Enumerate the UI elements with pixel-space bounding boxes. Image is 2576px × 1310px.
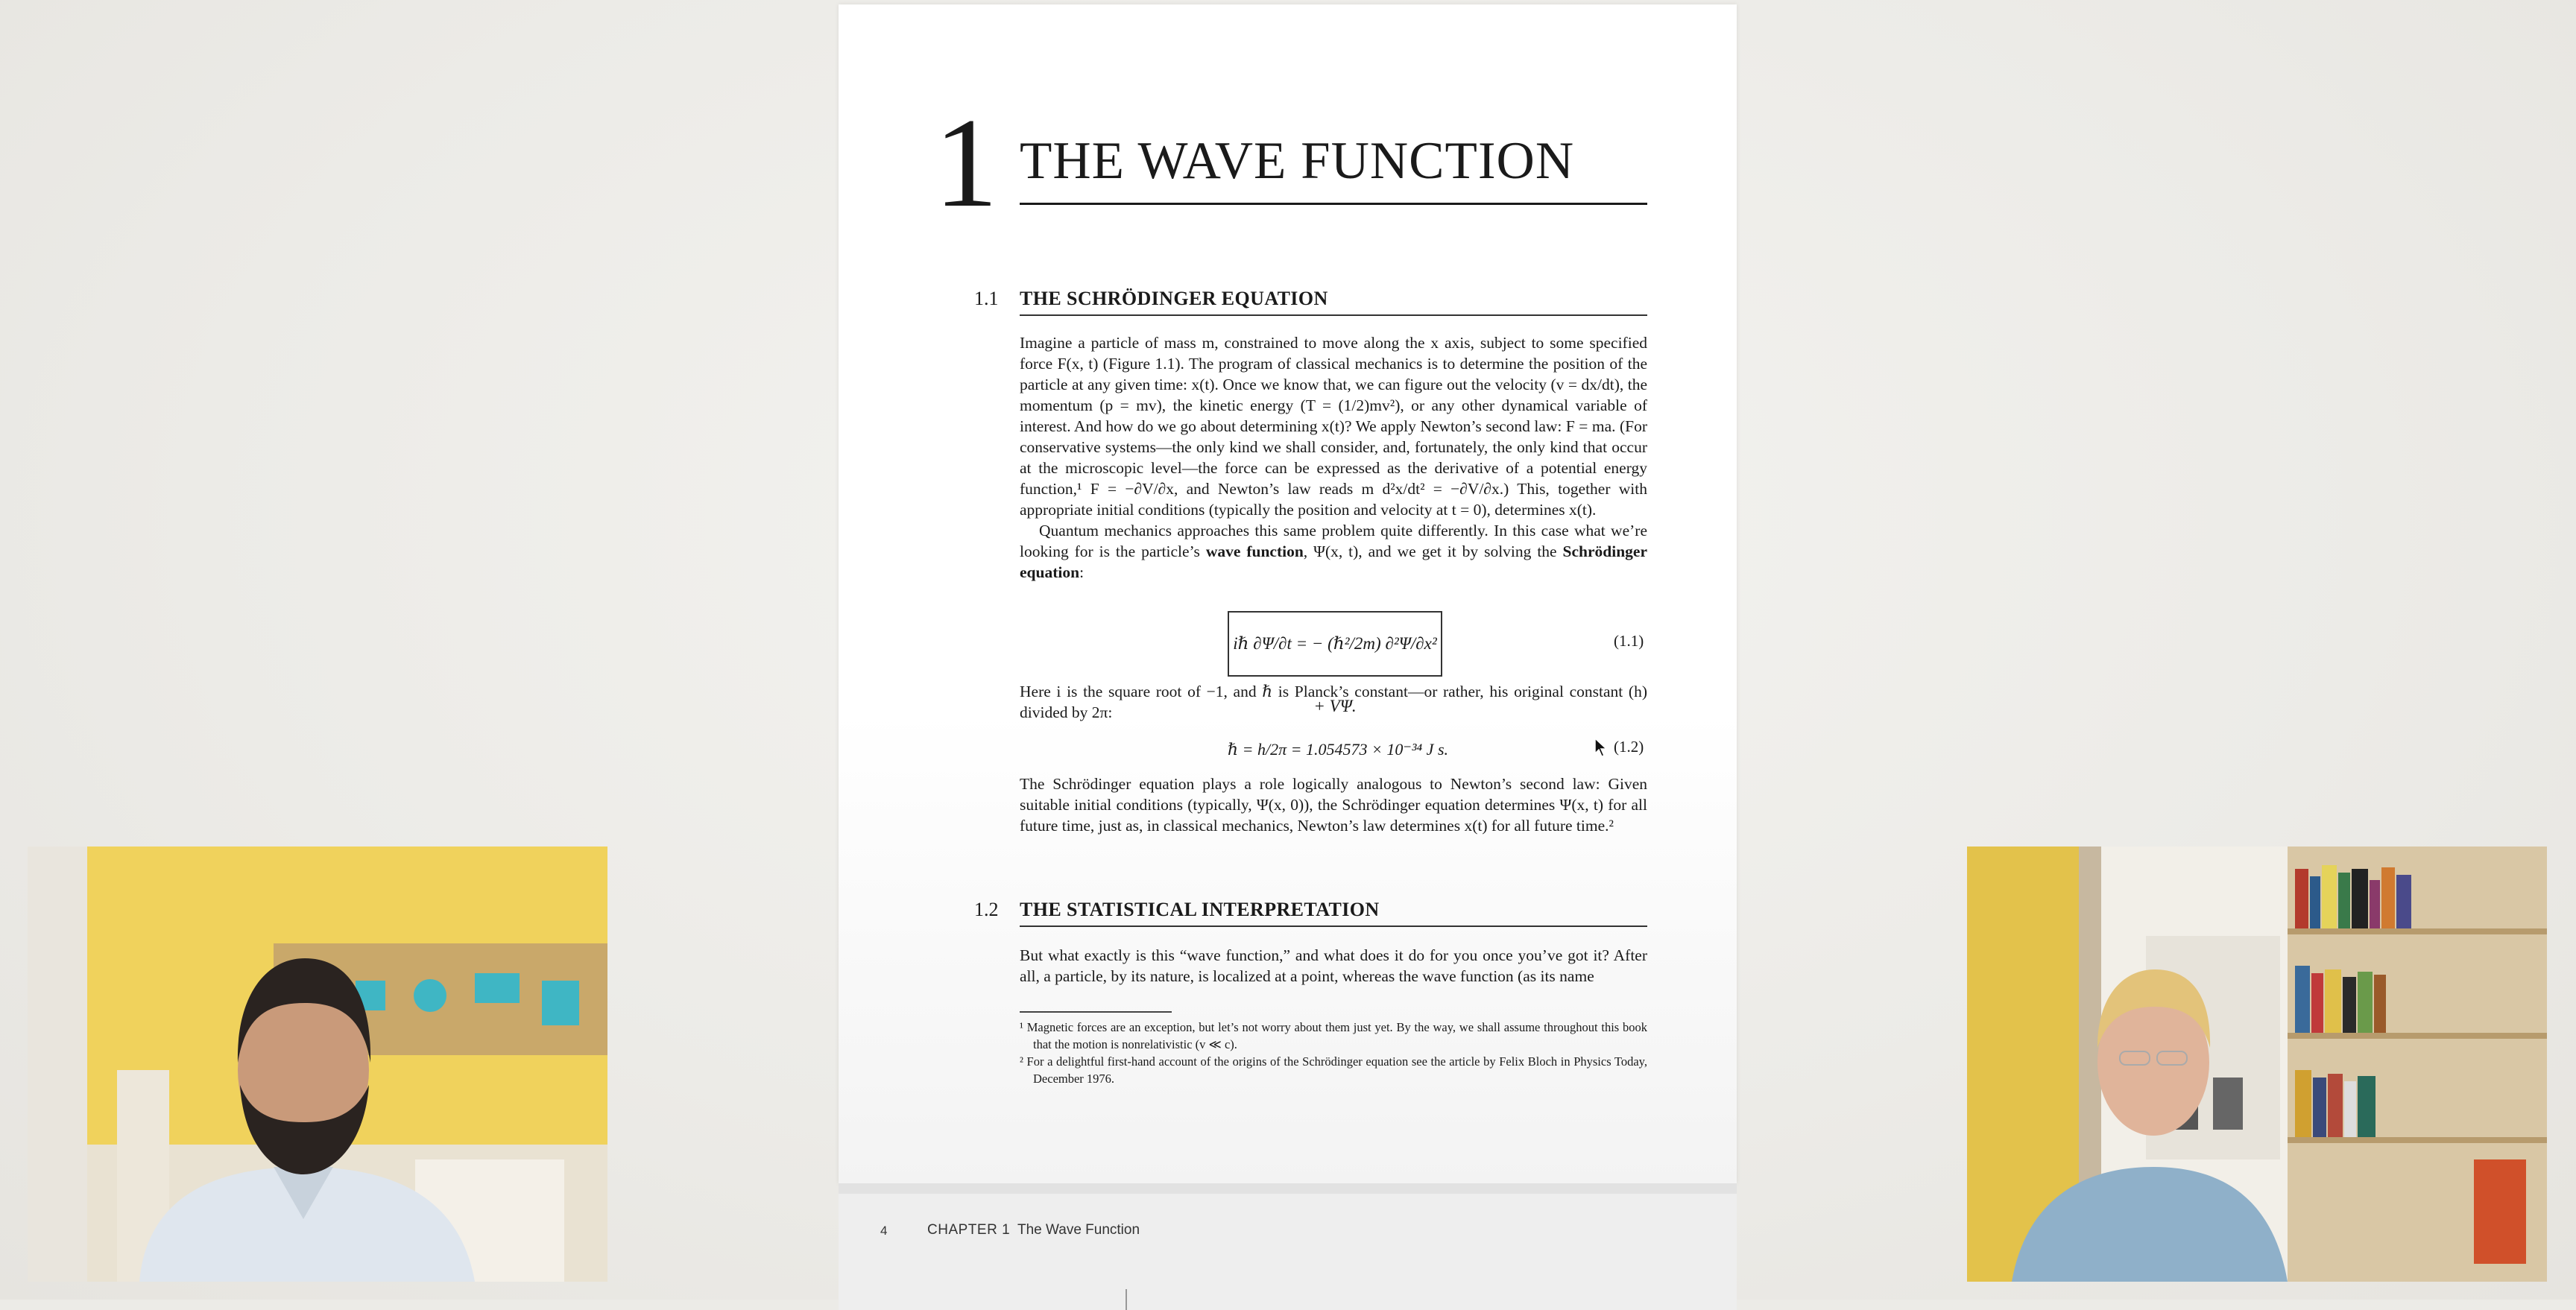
term-schrodinger-equation: Schrödinger equation [1020, 542, 1648, 581]
body-text-block-1 [1020, 332, 1647, 583]
paragraph-2-text-start: Quantum mechanics approaches this same problem quite differently. In this case what we’re looking for is the particle’s [1020, 522, 1647, 560]
section-title: THE STATISTICAL INTERPRETATION [1020, 899, 1380, 920]
footnote-2: ² For a delightful first-hand account of the origins of the Schrödinger equation see the article by Felix Bloch in Physics Today, December 1976. [1020, 1054, 1647, 1086]
webcam-feed-left [28, 847, 607, 1282]
chapter-title: THE WAVE FUNCTION [1020, 132, 1575, 190]
term-wave-function: wave function [1205, 542, 1304, 560]
equation-number-1-1: (1.1) [1614, 632, 1644, 650]
footnote-rule [1020, 1011, 1172, 1013]
footer-divider [1126, 1289, 1127, 1310]
chapter-rule [1020, 203, 1647, 205]
footer-chapter-title: The Wave Function [1017, 1222, 1140, 1238]
webcam-left-scene [28, 847, 607, 1282]
equation-1-2: ℏ = h/2π = 1.054573 × 10⁻³⁴ J s. [1227, 740, 1449, 759]
footer-chapter-label: CHAPTER 1 [927, 1222, 1011, 1238]
paragraph-2-text-middle: , Ψ(x, t), and we get it by solving the [1303, 542, 1563, 560]
paragraph-1: Imagine a particle of mass m, constrained to move along the x axis, subject to some specified force F(x, t) (Figure 1.1). The program of classical mechanics is to determine the position of the particle at any given time: x(t). Once we know that, we can figure out the velocity (v = dx/dt), the momentum (p = mv), the kinetic energy (T = (1/2)mv²), or any other dynamical variable of interest. And how do we go about determining x(t)? We apply Newton’s second law: F = ma. (For conservative systems—the only kind we shall consider, and, fortunately, the only kind that occur at the microscopic level—the force can be expressed as the derivative of a potential energy function,¹ F = −∂V/∂x, and Newton’s law reads m d²x/dt² = −∂V/∂x.) This, together with appropriate initial conditions (typically the position and velocity at t = 0), determines x(t). [1020, 334, 1647, 519]
footnote-1: ¹ Magnetic forces are an exception, but let’s not worry about them just yet. By the way, we shall assume throughout this book that the motion is nonrelativistic (v ≪ c). [1020, 1020, 1647, 1051]
footnotes [1020, 1019, 1647, 1087]
webcam-feed-right [1967, 847, 2547, 1282]
webcam-right-scene [1967, 847, 2547, 1282]
body-text-block-2 [1020, 681, 1647, 723]
equation-box-1-1 [1228, 611, 1442, 715]
body-text-block-4 [1020, 945, 1647, 987]
paragraph-4: The Schrödinger equation plays a role logically analogous to Newton’s second law: Given suitable initial conditions (typically, Ψ(x, 0)), the Schrödinger equation determines Ψ(x, t) for all future time, just as, in classical mechanics, Newton’s law determines x(t) for all future time.² [1020, 775, 1647, 835]
section-heading-1-2 [974, 899, 1641, 928]
section-rule [1020, 314, 1647, 316]
section-number: 1.1 [974, 288, 999, 309]
section-number: 1.2 [974, 899, 999, 920]
section-title: THE SCHRÖDINGER EQUATION [1020, 288, 1328, 309]
paragraph-2-text-end: : [1079, 563, 1085, 581]
section-rule [1020, 925, 1647, 927]
paragraph-3: Here i is the square root of −1, and ℏ is Planck’s constant—or rather, his original constant (h) divided by 2π: [1020, 683, 1647, 721]
mouse-cursor-icon [1594, 738, 1608, 757]
equation-number-1-2: (1.2) [1614, 738, 1644, 756]
body-text-block-3 [1020, 773, 1647, 836]
chapter-heading [934, 92, 1605, 234]
pdf-page[interactable] [839, 4, 1737, 1183]
page-footer [839, 1183, 1737, 1310]
section-heading-1-1 [974, 288, 1641, 317]
footer-page-number: 4 [880, 1224, 888, 1238]
paragraph-2 [1020, 520, 1647, 583]
chapter-number: 1 [934, 92, 998, 234]
equation-1-1: iℏ ∂Ψ/∂t = − (ℏ²/2m) ∂²Ψ/∂x² + VΨ. [1233, 634, 1437, 715]
paragraph-5: But what exactly is this “wave function,” and what does it do for you once you’ve got it? After all, a particle, by its nature, is localized at a point, whereas the wave function (as its name [1020, 946, 1647, 985]
